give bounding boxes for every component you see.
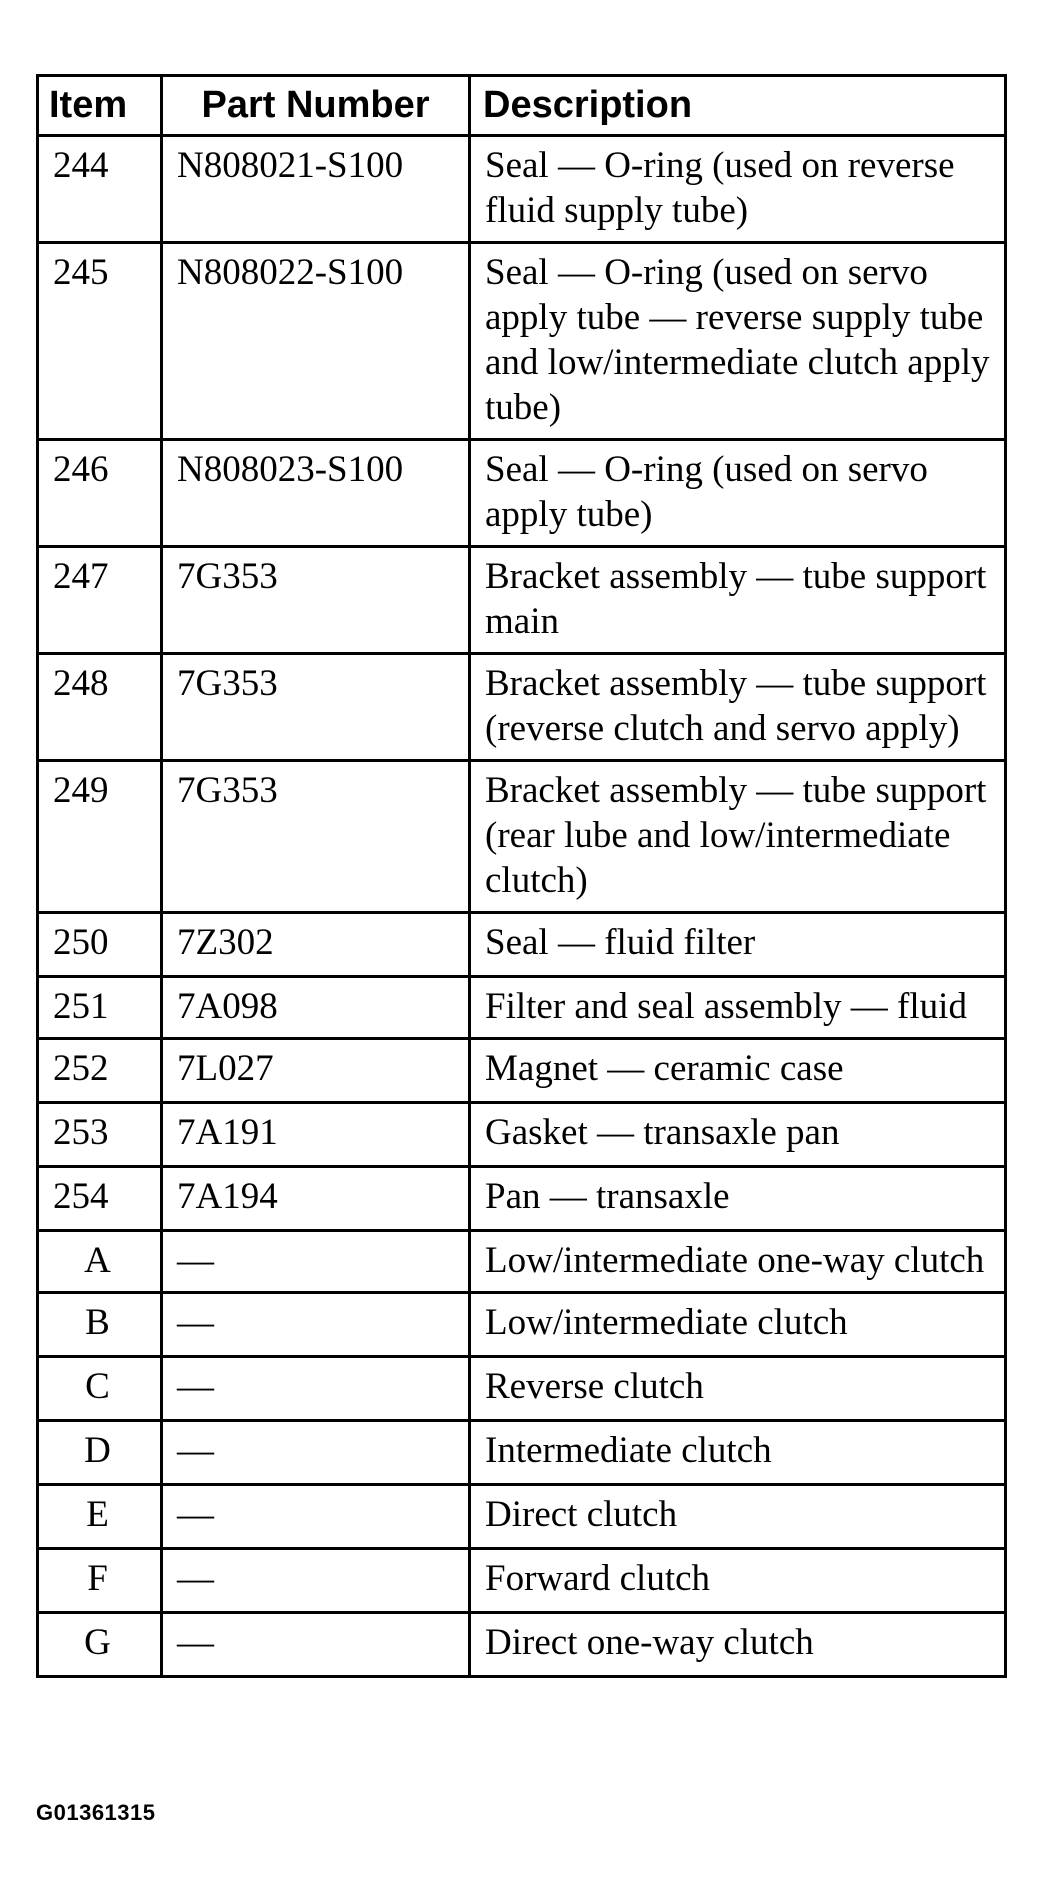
cell-description: Direct one-way clutch: [470, 1613, 1006, 1677]
cell-item: 254: [38, 1167, 162, 1231]
cell-description: Bracket assembly — tube support (reverse clutch and servo apply): [470, 654, 1006, 761]
cell-item: 250: [38, 913, 162, 977]
cell-item: 246: [38, 440, 162, 547]
parts-table: [36, 74, 1007, 1678]
table-row: [38, 1039, 1006, 1103]
cell-description: Seal — O-ring (used on servo apply tube — reverse supply tube and low/intermediate clutch apply tube): [470, 243, 1006, 440]
cell-item: G: [38, 1613, 162, 1677]
cell-part-number: 7L027: [162, 1039, 470, 1103]
cell-part-number: —: [162, 1231, 470, 1293]
cell-item: 244: [38, 136, 162, 243]
cell-description: Seal — O-ring (used on servo apply tube): [470, 440, 1006, 547]
table-row: [38, 1167, 1006, 1231]
cell-item: 251: [38, 977, 162, 1039]
cell-part-number: —: [162, 1485, 470, 1549]
cell-part-number: N808022-S100: [162, 243, 470, 440]
table-row: [38, 1421, 1006, 1485]
cell-item: F: [38, 1549, 162, 1613]
cell-description: Intermediate clutch: [470, 1421, 1006, 1485]
table-row: [38, 1231, 1006, 1293]
cell-description: Pan — transaxle: [470, 1167, 1006, 1231]
table-header-row: [38, 76, 1006, 136]
cell-part-number: —: [162, 1549, 470, 1613]
cell-description: Seal — fluid filter: [470, 913, 1006, 977]
cell-item: C: [38, 1357, 162, 1421]
cell-part-number: 7G353: [162, 654, 470, 761]
cell-part-number: 7A098: [162, 977, 470, 1039]
table-row: [38, 440, 1006, 547]
cell-item: D: [38, 1421, 162, 1485]
cell-part-number: N808021-S100: [162, 136, 470, 243]
cell-part-number: N808023-S100: [162, 440, 470, 547]
cell-description: Low/intermediate clutch: [470, 1293, 1006, 1357]
cell-description: Low/intermediate one-way clutch: [470, 1231, 1006, 1293]
table-row: [38, 654, 1006, 761]
table-row: [38, 136, 1006, 243]
cell-item: 249: [38, 761, 162, 913]
table-row: [38, 1485, 1006, 1549]
cell-part-number: —: [162, 1613, 470, 1677]
cell-description: Bracket assembly — tube support main: [470, 547, 1006, 654]
cell-description: Forward clutch: [470, 1549, 1006, 1613]
figure-code: G01361315: [36, 1800, 156, 1825]
table-row: [38, 977, 1006, 1039]
cell-item: 245: [38, 243, 162, 440]
table-row: [38, 243, 1006, 440]
cell-part-number: —: [162, 1421, 470, 1485]
cell-description: Bracket assembly — tube support (rear lube and low/intermediate clutch): [470, 761, 1006, 913]
cell-description: Seal — O-ring (used on reverse fluid supply tube): [470, 136, 1006, 243]
cell-description: Gasket — transaxle pan: [470, 1103, 1006, 1167]
cell-part-number: 7A194: [162, 1167, 470, 1231]
cell-description: Magnet — ceramic case: [470, 1039, 1006, 1103]
cell-part-number: 7A191: [162, 1103, 470, 1167]
header-item: Item: [38, 76, 162, 136]
table-row: [38, 1103, 1006, 1167]
cell-item: E: [38, 1485, 162, 1549]
cell-item: 247: [38, 547, 162, 654]
table-row: [38, 1549, 1006, 1613]
table-row: [38, 1293, 1006, 1357]
header-description: Description: [470, 76, 1006, 136]
cell-part-number: 7G353: [162, 547, 470, 654]
table-row: [38, 761, 1006, 913]
cell-description: Direct clutch: [470, 1485, 1006, 1549]
table-row: [38, 913, 1006, 977]
cell-description: Reverse clutch: [470, 1357, 1006, 1421]
table-row: [38, 1357, 1006, 1421]
header-part-number: Part Number: [162, 76, 470, 136]
table-row: [38, 1613, 1006, 1677]
cell-part-number: 7Z302: [162, 913, 470, 977]
cell-item: 253: [38, 1103, 162, 1167]
cell-description: Filter and seal assembly — fluid: [470, 977, 1006, 1039]
cell-part-number: —: [162, 1293, 470, 1357]
cell-item: 252: [38, 1039, 162, 1103]
cell-part-number: 7G353: [162, 761, 470, 913]
table-row: [38, 547, 1006, 654]
cell-part-number: —: [162, 1357, 470, 1421]
cell-item: A: [38, 1231, 162, 1293]
cell-item: B: [38, 1293, 162, 1357]
cell-item: 248: [38, 654, 162, 761]
